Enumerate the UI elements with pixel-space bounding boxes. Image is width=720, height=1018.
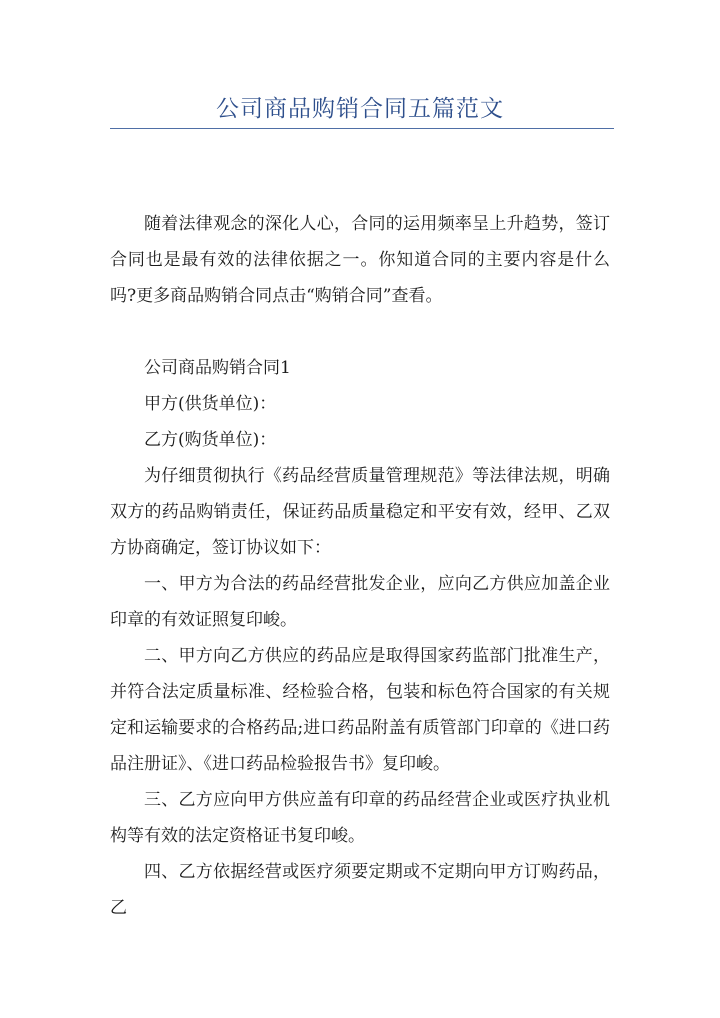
clause-paragraph-4: 四、乙方依据经营或医疗须要定期或不定期向甲方订购药品，乙 (110, 862, 610, 918)
clause-paragraph-3: 三、乙方应向甲方供应盖有印章的药品经营企业或医疗执业机构等有效的法定资格证书复印峻。 (110, 790, 610, 846)
intro-paragraph: 随着法律观念的深化人心，合同的运用频率呈上升趋势，签订合同也是最有效的法律依据之一。你知道合同的主要内容是什么吗?更多商品购销合同点击“购销合同”查看。 (110, 214, 610, 306)
title-underline (110, 128, 614, 129)
party-b-line: 乙方(购货单位)： (144, 430, 277, 450)
document-title: 公司商品购销合同五篇范文 (216, 96, 504, 122)
paragraph-spacer (110, 314, 610, 350)
document-body (110, 206, 610, 926)
clause-paragraph-1: 一、甲方为合法的药品经营批发企业，应向乙方供应加盖企业印章的有效证照复印峻。 (110, 574, 610, 630)
contract-heading: 公司商品购销合同1 (144, 358, 291, 378)
clause-paragraph-2: 二、甲方向乙方供应的药品应是取得国家药监部门批准生产，并符合法定质量标准、经检验合格，包装和标色符合国家的有关规定和运输要求的合格药品;进口药品附盖有质管部门印章的《进口药品注册证》、《进口药品检验报告书》复印峻。 (110, 646, 610, 774)
party-a-line: 甲方(供货单位)： (144, 394, 277, 414)
preamble-paragraph: 为仔细贯彻执行《药品经营质量管理规范》等法律法规，明确双方的药品购销责任，保证药品质量稳定和平安有效，经甲、乙双方协商确定，签订协议如下： (110, 466, 610, 558)
